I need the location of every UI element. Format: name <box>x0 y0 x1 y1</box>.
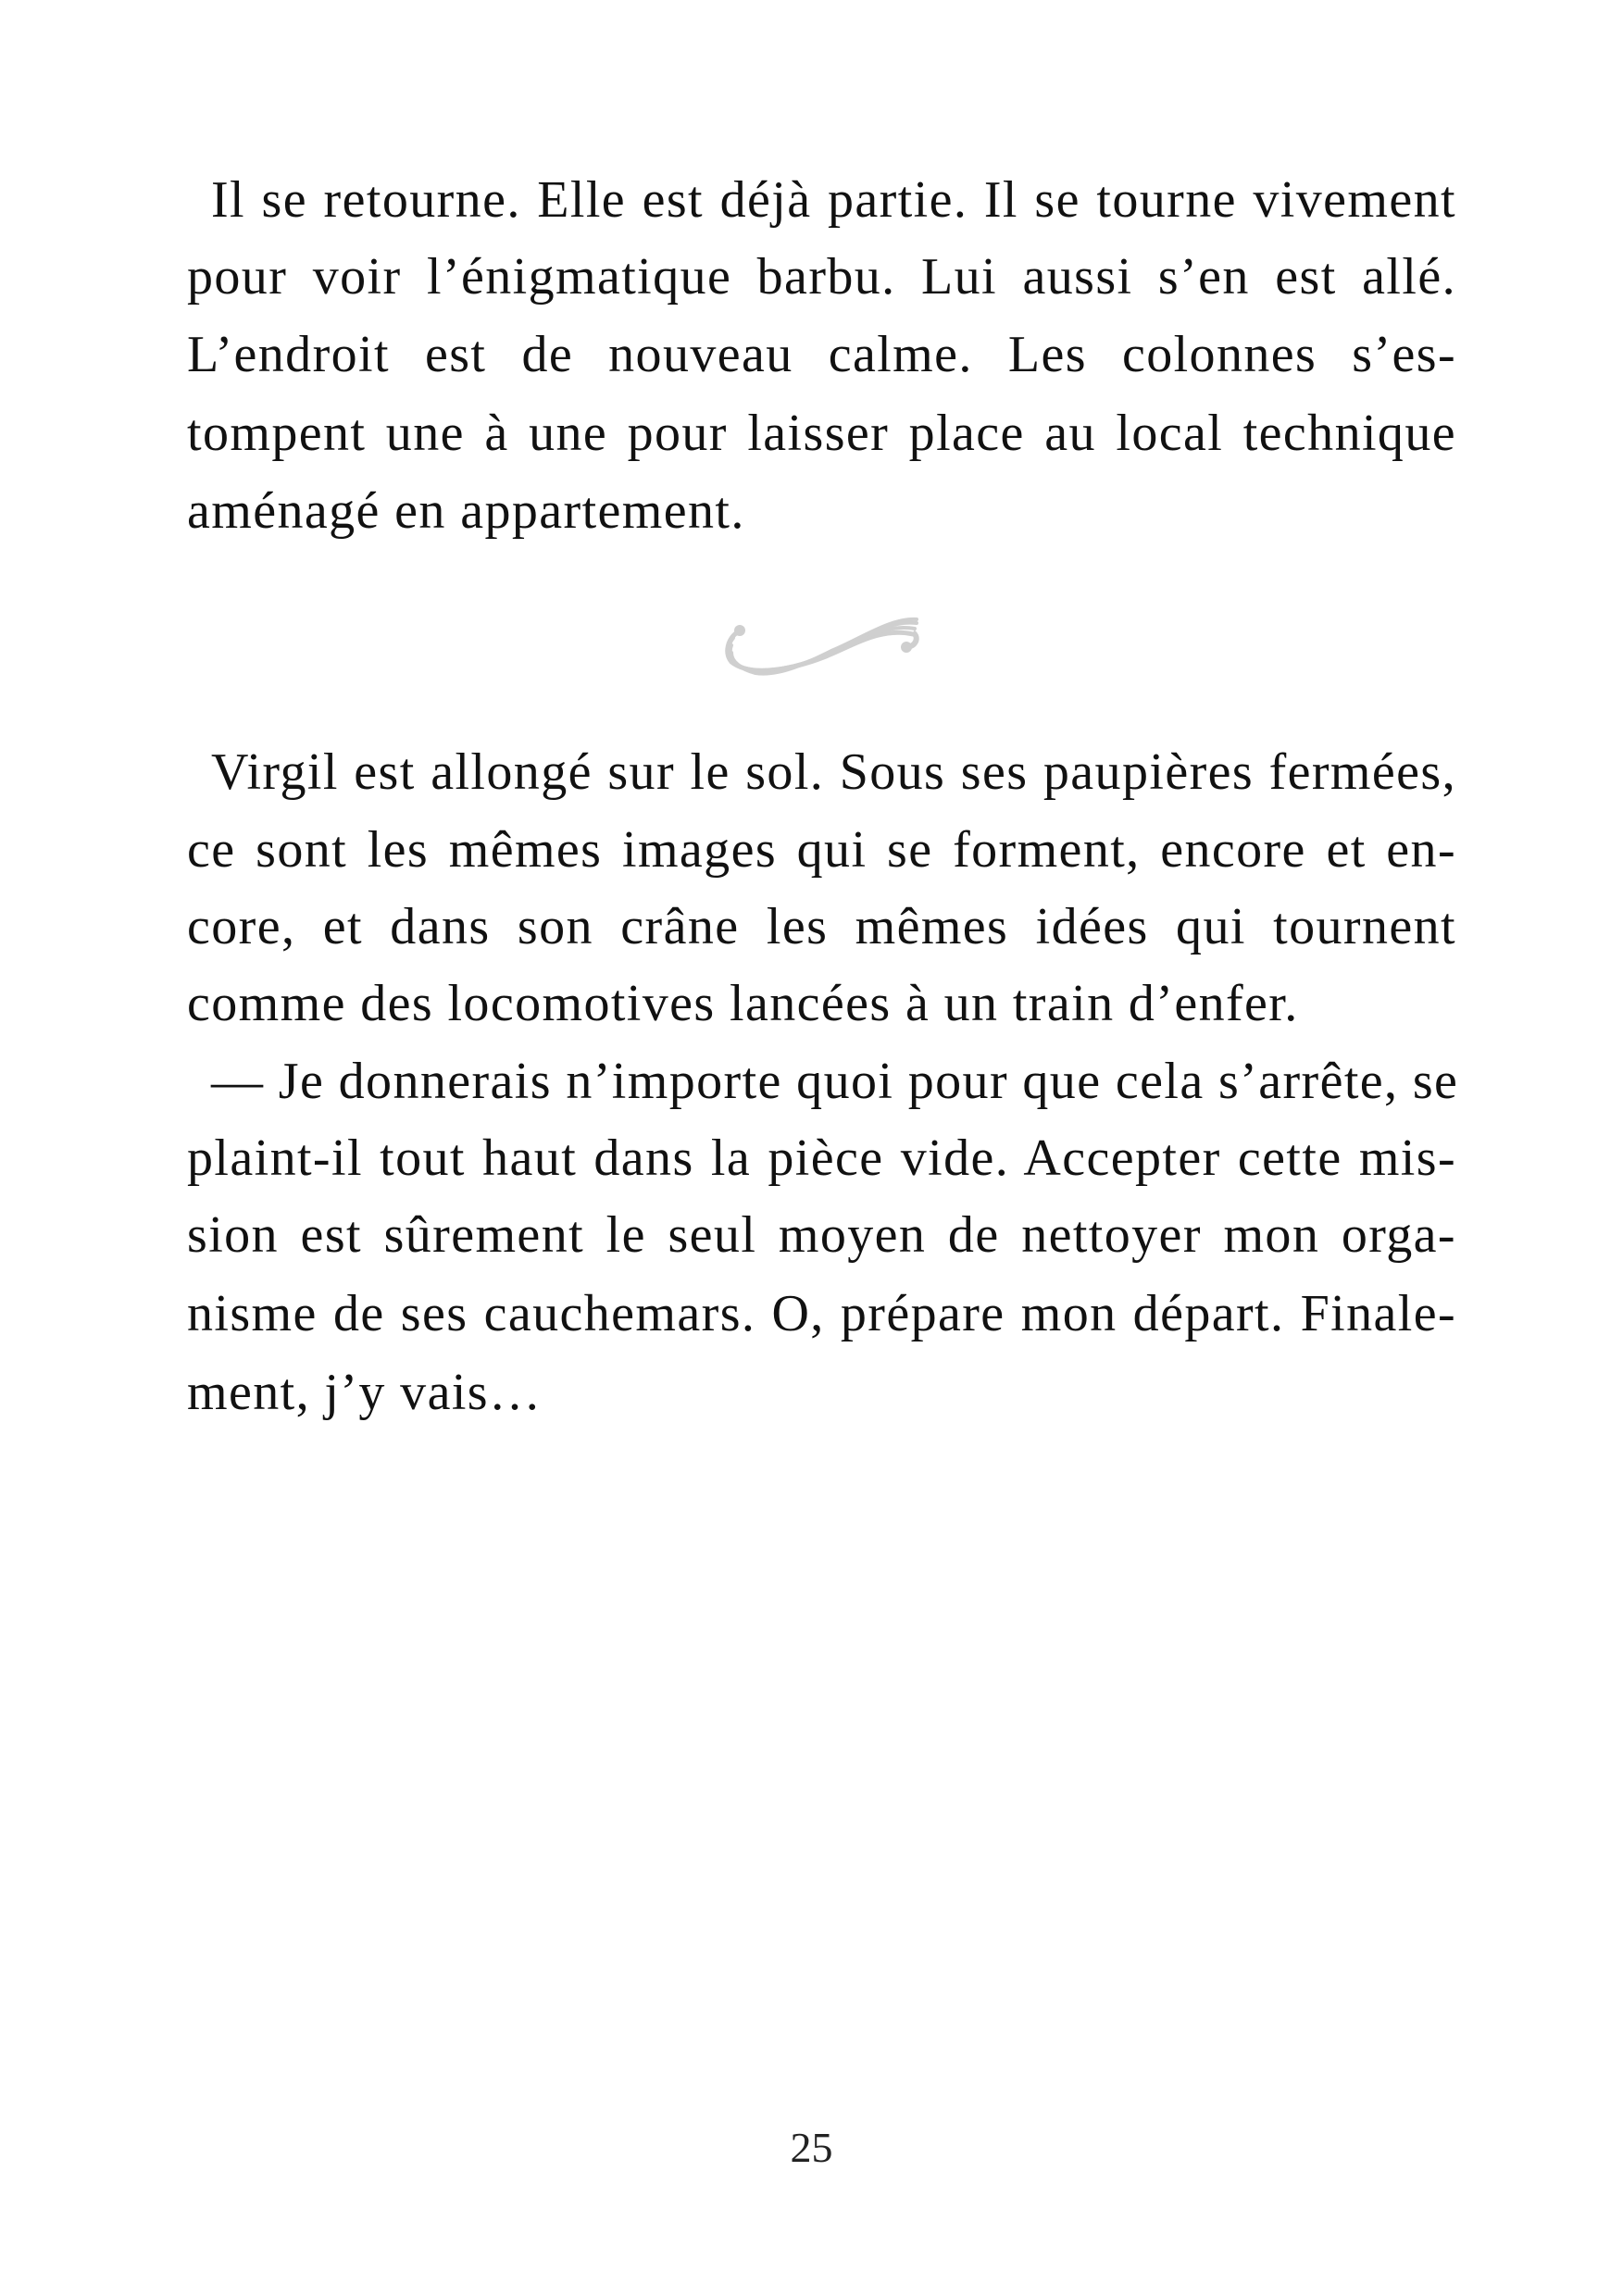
text-line: ment, j’y vais… <box>187 1364 543 1421</box>
flourish-ornament-icon <box>724 606 922 680</box>
text-line: Il se retourne. Elle est déjà partie. Il se tourne vivement <box>211 171 1456 229</box>
text-line: comme des locomotives lancées à un train d’enfer. <box>187 975 1299 1032</box>
text-line: Virgil est allongé sur le sol. Sous ses paupières fermées, <box>211 743 1456 801</box>
text-line: core, et dans son crâne les mêmes idées qui tournent <box>187 898 1456 955</box>
text-line: nisme de ses cauchemars. O, prépare mon départ. Finale- <box>187 1285 1456 1342</box>
text-line: plaint-il tout haut dans la pièce vide. Accepter cette mis- <box>187 1129 1456 1187</box>
text-line: tompent une à une pour laisser place au local technique <box>187 405 1456 462</box>
text-line: L’endroit est de nouveau calme. Les colonnes s’es- <box>187 326 1456 383</box>
text-line: — Je donnerais n’importe quoi pour que cela s’arrête, se <box>211 1053 1459 1110</box>
text-line: sion est sûrement le seul moyen de nettoyer mon orga- <box>187 1206 1456 1264</box>
text-line: ce sont les mêmes images qui se forment, encore et en- <box>187 821 1456 879</box>
text-line: pour voir l’énigmatique barbu. Lui aussi s’en est allé. <box>187 248 1456 306</box>
text-line: aménagé en appartement. <box>187 482 745 540</box>
page-number: 25 <box>790 2124 833 2171</box>
